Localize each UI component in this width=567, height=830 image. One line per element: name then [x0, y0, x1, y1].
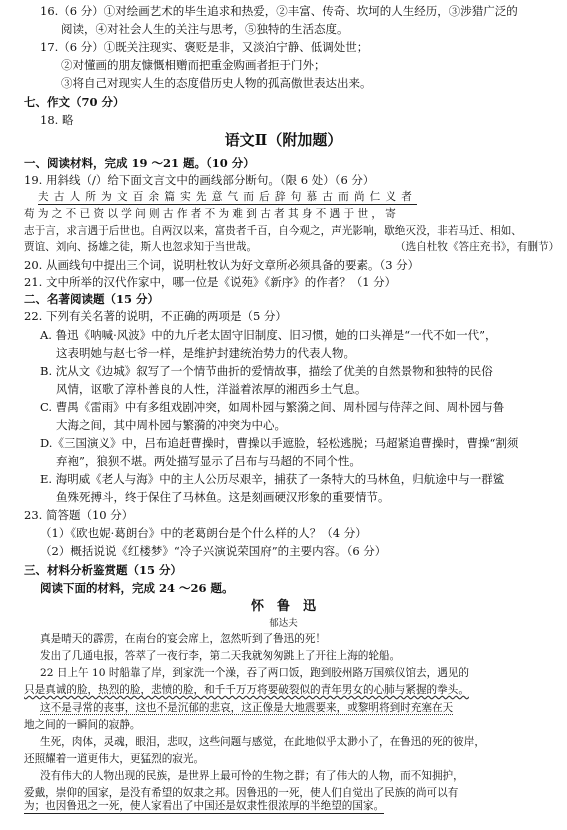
option-b-line2: 风情，讴歌了淳朴善良的人性，洋溢着浓厚的湘西乡土气息。 [56, 382, 367, 396]
article-p4-underlined: 这不是寻常的丧事，这也不是沉郁的悲哀，这正像是大地震要来，或黎明将到时充塞在天 [40, 702, 454, 714]
section-title: 语文Ⅱ（附加题） [224, 131, 343, 149]
article-p6-line1: 没有伟大的人物出现的民族，是世界上最可怜的生物之群；有了伟大的人物，而不知拥护， [40, 770, 464, 782]
answer-17-line1: 17.（6 分）①既关注现实、褒贬是非，又淡泊宁静、低调处世； [40, 40, 369, 54]
essay-heading: 七、作文（70 分） [24, 95, 125, 109]
question-19: 19. 用斜线（/）给下面文言文中的画线部分断句。（限 6 处）（6 分） [24, 173, 375, 187]
question-20: 20. 从画线句中提出三个词，说明杜牧认为好文章所必须具备的要素。（3 分） [24, 258, 420, 272]
option-d-line1: D.《三国演义》中，吕布追赶曹操时，曹操以手遮脸，轻松逃脱；马超紧追曹操时，曹操“割须 [40, 436, 519, 450]
classical-text-line4: 贾谊、刘向、扬雄之徒，斯人也忽求知于当世哉。 [24, 241, 258, 253]
question-23-1: （1）《欧也妮·葛朗台》中的老葛朗台是个什么样的人？（4 分） [40, 526, 367, 540]
option-e-line2: 鱼殊死搏斗，终于保住了马林鱼。这是刻画硬汉形象的重要情节。 [56, 490, 390, 504]
article-title: 怀 鲁 迅 [250, 599, 316, 614]
classical-text-line1 [38, 191, 417, 204]
answer-18: 18. 略 [40, 113, 74, 127]
article-p6-underlined: 为；也因鲁迅之一死，使人家看出了中国还是奴隶性很浓厚的半绝望的国家。 [24, 800, 385, 812]
article-p6-line2: 爱戴，崇仰的国家，是没有希望的奴隶之邦。因鲁迅的一死，使人们自觉出了民族的尚可以有 [24, 787, 459, 799]
article-p4-line2: 地之间的一瞬间的寂静。 [24, 719, 141, 731]
part1-heading: 一、阅读材料，完成 19 ～21 题。（10 分） [24, 156, 255, 170]
option-e-line1: E. 海明威《老人与海》中的主人公历尽艰辛，捕获了一条特大的马林鱼，归航途中与一群鲨 [40, 472, 505, 486]
question-23: 23. 简答题（10 分） [24, 508, 134, 522]
article-p4-line1 [40, 702, 453, 715]
article-p3-line1: 22 日上午 10 时船靠了岸，到家洗一个澡，吞了两口饭，跑到胶州路万国殡仪馆去，遇见的 [40, 667, 470, 679]
option-d-line2: 弃袍”，狼狈不堪。两处描写显示了吕布与马超的不同个性。 [56, 454, 361, 468]
article-p2: 发出了几通电报，答萃了一夜行李，第二天我就匆匆跳上了开往上海的轮船。 [40, 650, 401, 662]
option-b-line1: B. 沈从文《边城》叙写了一个情节曲折的爱情故事，描绘了优美的自然景物和独特的民俗 [40, 364, 493, 378]
classical-text-line3: 志于言，求言遇于后世也。自两汉以来，富贵者千百，自今观之，声光影响，歇绝灭没，非若马迁、相如、 [24, 225, 522, 237]
article-p1: 真是晴天的霹雳，在南台的宴会席上，忽然听到了鲁迅的死！ [40, 633, 327, 645]
question-22: 22. 下列有关名著的说明，不正确的两项是（5 分） [24, 309, 287, 323]
answer-16-line2: 阅读，④对社会人生的关注与思考，⑤独特的生活态度。 [61, 22, 349, 36]
question-21: 21. 文中所举的汉代作家中，哪一位是《说苑》《新序》的作者？（1 分） [24, 275, 397, 289]
answer-17-line2: ②对懂画的朋友慷慨相赠而把重金购画者拒于门外； [61, 58, 326, 72]
part3-heading: 三、材料分析鉴赏题（15 分） [24, 563, 183, 577]
article-p5-line1: 生死，肉体，灵魂，眼泪，悲叹，这些问题与感觉，在此地似乎太渺小了，在鲁迅的死的彼岸， [40, 736, 485, 748]
option-a-line2: 这表明她与赵七爷一样，是维护封建统治势力的代表人物。 [56, 346, 355, 360]
question-23-2: （2）概括说说《红楼梦》“冷子兴演说荣国府”的主要内容。（6 分） [40, 544, 387, 558]
article-p5-line2: 还照耀着一道更伟大，更猛烈的寂光。 [24, 753, 205, 765]
classical-underlined-1: 夫古人所为文百余篇实先意气而后辞句慕古而尚仁义者 [38, 191, 418, 203]
article-p3-underlined: 只是真诚的脸，热烈的脸，悲愤的脸，和千千万万将要破裂似的青年男女的心肺与紧握的拳头。 [24, 684, 469, 696]
option-c-line1: C. 曹禺《雷雨》中有多组戏剧冲突，如周朴园与繁漪之间、周朴园与侍萍之间、周朴园与鲁 [40, 400, 505, 414]
article-author: 郁达夫 [269, 618, 298, 629]
article-p3-line2 [24, 684, 469, 697]
part3-instruction: 阅读下面的材料，完成 24 ～26 题。 [40, 581, 234, 595]
classical-source: （选自杜牧《答庄充书》，有删节） [395, 241, 560, 253]
article-p6-line3 [24, 800, 384, 813]
option-c-line2: 大海之间，其中周朴园与繁漪的冲突为中心。 [56, 418, 286, 432]
answer-16-line1: 16.（6 分）①对绘画艺术的毕生追求和热爱，②丰富、传奇、坎坷的人生经历，③涉猎广泛的 [40, 4, 518, 18]
classical-text-line2: 苟为之不已资以学问则古作者不为难到古者其身不遇于世，寄 [24, 208, 400, 220]
part2-heading: 二、名著阅读题（15 分） [24, 292, 160, 306]
option-a-line1: A. 鲁迅《呐喊·风波》中的九斤老太固守旧制度、旧习惯，她的口头禅是“一代不如一代”， [40, 328, 497, 342]
answer-17-line3: ③将自己对现实人生的态度借历史人物的孤高傲世表达出来。 [61, 76, 372, 90]
